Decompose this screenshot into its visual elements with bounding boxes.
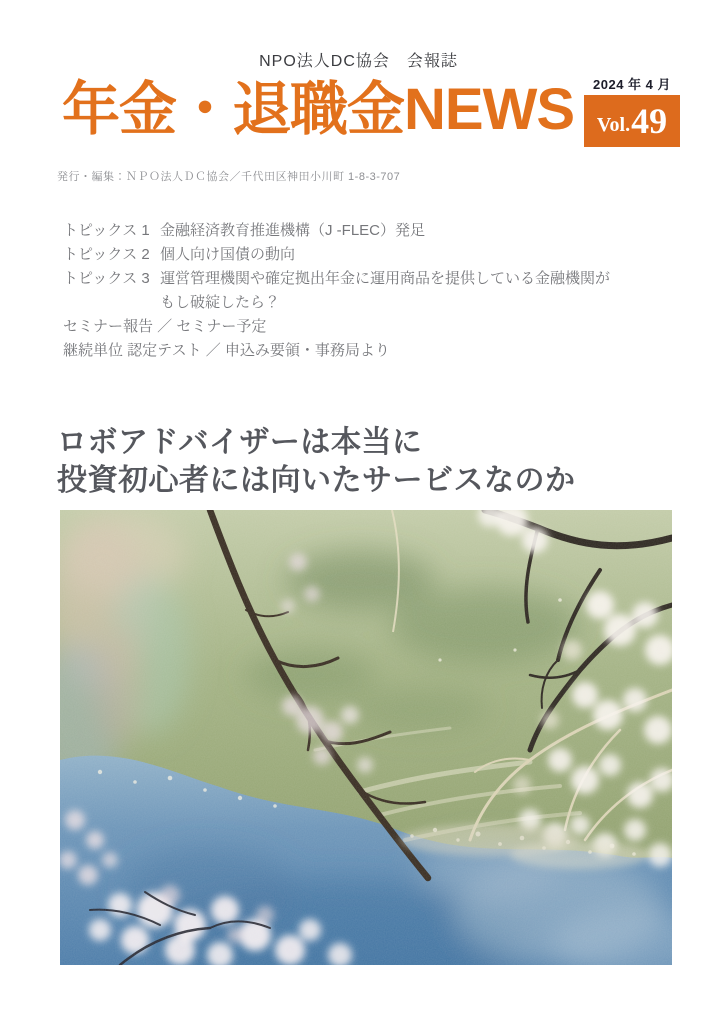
feature-headline [57,424,576,500]
feature-headline-line2: 投資初心者には向いたサービスなのか [57,464,576,497]
publisher-line: 発行・編集：ＮＰＯ法人ＤＣ協会／千代田区神田小川町 1-8-3-707 [57,171,401,183]
volume-prefix: Vol. [596,114,631,136]
toc-topic-text: 金融経済教育推進機構（J -FLEC）発足 [160,222,426,239]
toc-topic-2 [63,243,663,267]
toc-topic-text: 個人向け国債の動向 [160,246,296,263]
society-name: NPO法人DC協会 会報誌 [259,53,458,70]
issue-date: 2024 年 4 月 [593,77,671,92]
toc-admin-line: 継続単位 認定テスト ／ 申込み要領・事務局より [63,342,390,359]
newsletter-title: 年金・退職金NEWS [62,77,575,142]
cherry-blossom-pond-illustration [60,510,672,965]
toc-topic-label: トピックス 2 [63,246,150,263]
toc-topic-3 [63,267,663,291]
volume-number: 49 [631,101,668,141]
toc-topic-1 [63,219,663,243]
issue-block [584,74,680,147]
volume-badge [584,95,680,147]
toc-topic-3-continued: もし破綻したら？ [160,294,281,311]
toc-topic-text: 運営管理機関や確定拠出年金に運用商品を提供している金融機関が [160,270,611,287]
toc-topic-label: トピックス 1 [63,222,150,239]
feature-headline-line1: ロボアドバイザーは本当に [57,426,423,459]
table-of-contents [63,219,663,363]
toc-seminar-line: セミナー報告 ／ セミナー予定 [63,318,267,335]
cover-photo [60,510,672,965]
toc-topic-label: トピックス 3 [63,270,150,287]
